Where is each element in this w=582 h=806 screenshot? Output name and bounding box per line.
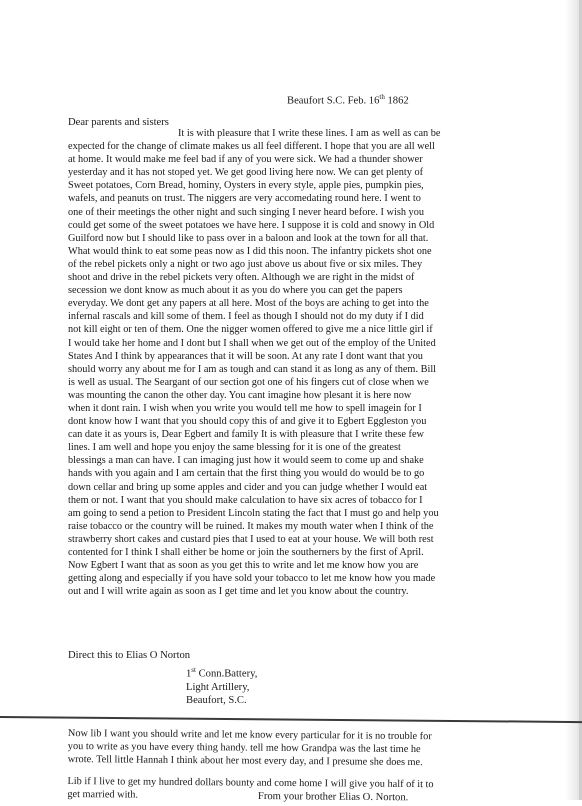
address-line bbox=[186, 664, 257, 681]
body-line: wafels, and peanuts on trust. The niggers are very accomedating round here. I went to bbox=[68, 193, 421, 205]
body-line: when it dont rain. I wish when you write you would tell me how to spell imagein for I bbox=[68, 402, 422, 414]
postscript-line: Now lib I want you should write and let me know every particular for it is no trouble for bbox=[67, 727, 432, 743]
body-line: dont know how I want that you should copy this of and give it to Egbert Eggleston you bbox=[68, 416, 427, 428]
body-line: them or not. I want that you should make calculation to have six acres of tobacco for I bbox=[68, 494, 423, 506]
address-line-text: Beaufort, S.C. bbox=[186, 694, 247, 706]
body-line: can date it as yours is, Dear Egbert and family It is with pleasure that I write these few bbox=[68, 429, 424, 441]
body-line: Sweet potatoes, Corn Bread, hominy, Oysters in every style, apple pies, pumpkin pies, bbox=[68, 180, 424, 192]
body-line: of the rebel pickets only a night or two ago just above us about five or six miles. They bbox=[68, 258, 423, 270]
dateline-place-date: Beaufort S.C. Feb. 16 bbox=[287, 95, 380, 107]
body-line: raise tobacco or the country will be ruined. It makes my mouth water when I think of the bbox=[68, 520, 434, 532]
dateline-year: 1862 bbox=[384, 95, 409, 107]
postscript-line: you to write as you have every thing handy. tell me how Grandpa was the last time he bbox=[67, 741, 421, 756]
address-line-rest: Conn.Battery, bbox=[195, 668, 258, 680]
body-line: States And I think by appearances that it will be soon. At any rate I dont want that you bbox=[68, 350, 423, 362]
letter-body bbox=[68, 127, 578, 598]
direct-line: Direct this to Elias O Norton bbox=[68, 650, 191, 661]
address-line-text: Light Artillery, bbox=[186, 681, 250, 693]
body-line: shoot and drive in the rebel pickets very often. Although we are right in the midst of bbox=[68, 272, 415, 284]
body-line: strawberry short cakes and custard pies that I used to eat at your house. We will both rest bbox=[68, 533, 434, 545]
body-line: lines. I am well and hope you enjoy the same blessing for it is one of the greatest bbox=[68, 442, 401, 454]
body-line: Guilford now but I should like to pass over in a baloon and look at the town for all that. bbox=[68, 232, 429, 244]
body-line: down cellar and bring up some apples and cider and you can judge whether I would eat bbox=[68, 481, 428, 493]
body-line: not kill eight or ten of them. One the nigger women offered to give me a nice little girl if bbox=[68, 324, 433, 336]
body-line: expected for the change of climate makes us all feel different. I hope that you are all well bbox=[68, 141, 435, 153]
dateline-date-suffix: th bbox=[379, 93, 385, 101]
body-line: infernal rascals and kill some of them. I feel as though I should not do my duty if I did bbox=[68, 311, 424, 323]
letter-dateline bbox=[287, 93, 409, 107]
fold-line bbox=[0, 716, 582, 723]
body-line: am going to send a petion to President Lincoln stating the fact that I must go and help you bbox=[68, 507, 439, 519]
address-block bbox=[186, 664, 257, 707]
body-line: everyday. We dont get any papers at all here. Most of the boys are aching to get into the bbox=[68, 298, 429, 310]
postscript-line: get married with. bbox=[67, 789, 139, 801]
body-line: hands with you again and I am certain that the first thing you would do would be to go bbox=[68, 468, 425, 480]
body-line: could get some of the sweet potatoes we have here. I suppose it is cold and snowy in Old bbox=[68, 219, 435, 231]
body-line: at home. It would make me feel bad if any of you were sick. We had a thunder shower bbox=[68, 154, 423, 166]
body-line: is well as usual. The Seargant of our section got one of his fingers cut of close when we bbox=[68, 376, 429, 388]
body-line: contented for I think I shall either be home or join the southerners by the first of April. bbox=[68, 547, 424, 558]
address-line-sup: st bbox=[191, 666, 196, 674]
body-line: one of their meetings the other night and such singing I never heard before. I wish you bbox=[68, 206, 425, 218]
letter-salutation: Dear parents and sisters bbox=[68, 117, 169, 128]
address-line-text: 1 bbox=[186, 668, 192, 680]
body-line: getting along and especially if you have sold your tobacco to let me know how you made bbox=[68, 573, 436, 585]
postscript-line: Lib if I live to get my hundred dollars bounty and come home I will give you half of it to bbox=[67, 776, 434, 791]
signoff: From your brother Elias O. Norton. bbox=[257, 791, 409, 804]
body-line: secession we dont know as much about it as you do where you can get the papers bbox=[68, 285, 403, 297]
body-line: blessings a man can have. I can imaging just how it would seem to come up and shake bbox=[68, 455, 424, 467]
body-line: out and I will write again as soon as I get time and let you know about the country. bbox=[68, 586, 409, 598]
address-line bbox=[186, 681, 257, 694]
body-line: was mounting the canon the other day. You cant imagine how plesant it is here now bbox=[68, 389, 412, 401]
body-line: should worry any about me for I am as tough and can stand it as long as any of them. Bill bbox=[68, 363, 437, 375]
body-line: What would think to eat some peas now as I did this noon. The infantry pickets shot one bbox=[68, 245, 432, 257]
body-line: Now Egbert I want that as soon as you get this to write and let me know how you are bbox=[68, 560, 419, 572]
body-line: I would take her home and I dont but I shall when we get out of the employ of the United bbox=[68, 337, 436, 349]
address-line bbox=[186, 694, 257, 707]
body-line: yesterday and it has not stoped yet. We get good living here now. We can get plenty of bbox=[68, 167, 424, 179]
body-line: It is with pleasure that I write these lines. I am as well as can be bbox=[178, 128, 441, 139]
postscript-line: wrote. Tell little Hannah I think about her most every day, and I presume she does me. bbox=[67, 754, 423, 769]
